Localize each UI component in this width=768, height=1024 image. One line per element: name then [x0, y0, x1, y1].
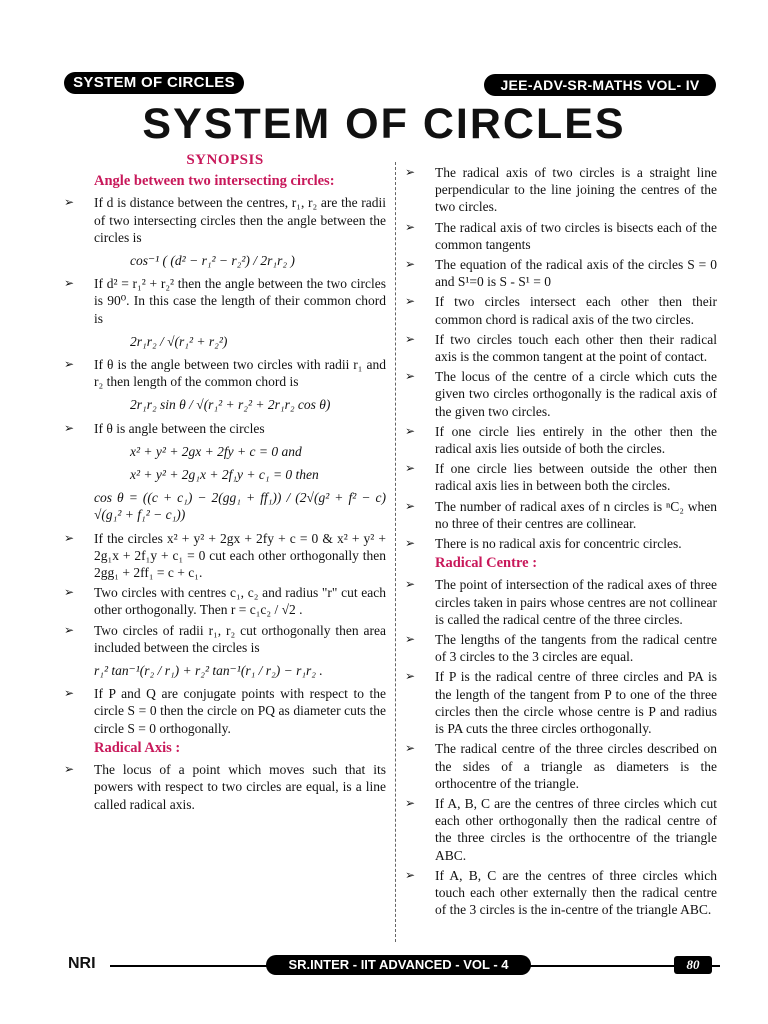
- arrow-bullet-icon: ➢: [64, 530, 75, 545]
- item-text: If P is the radical centre of three circles and PA is the length of the tangent from P to one of the three circles then the circle whose centre is P and radius is PA cuts the three circles orthogonally.: [435, 669, 717, 737]
- item-text: If one circle lies entirely in the other then the radical axis lies outside of both the circles.: [435, 423, 717, 457]
- arrow-bullet-icon: ➢: [405, 577, 416, 592]
- item-text: The radical axis of two circles is bisects each of the common tangents: [435, 219, 717, 252]
- arrow-bullet-icon: ➢: [64, 762, 75, 777]
- nri-logo: NRI: [62, 955, 102, 973]
- arrow-bullet-icon: ➢: [64, 585, 75, 600]
- list-item: [64, 622, 386, 680]
- arrow-bullet-icon: ➢: [405, 461, 416, 476]
- list-item: [64, 685, 386, 737]
- item-text: Two circles with centres c₁, c₂ and radius "r" cut each other orthogonally. Then r = c₁c₂ / √2 .: [94, 585, 386, 618]
- list-item: [64, 275, 386, 350]
- list-item: [405, 256, 717, 290]
- list-item: [405, 631, 717, 665]
- arrow-bullet-icon: ➢: [405, 423, 416, 438]
- list-item: [405, 423, 717, 457]
- list-item: [405, 498, 717, 532]
- arrow-bullet-icon: ➢: [64, 622, 75, 637]
- arrow-bullet-icon: ➢: [405, 219, 416, 234]
- item-text: The equation of the radical axis of the circles S = 0 and S¹=0 is S - S¹ = 0: [435, 257, 717, 290]
- item-text: If θ is angle between the circles: [94, 420, 265, 436]
- formula: x² + y² + 2gx + 2fy + c = 0 and: [130, 443, 302, 459]
- list-item: [64, 194, 386, 269]
- formula: 2r₁r₂ sin θ / √(r₁² + r₂² + 2r₁r₂ cos θ): [130, 397, 331, 413]
- arrow-bullet-icon: ➢: [405, 669, 416, 684]
- item-text: If d is distance between the centres, r₁, r₂ are the radii of two intersecting circles then the angle between the circles is: [94, 195, 386, 245]
- list-item: [405, 795, 717, 864]
- item-text: If d² = r₁² + r₂² then the angle between the two circles is 90⁰. In this case the length of their common chord is: [94, 276, 386, 326]
- list-item: [405, 368, 717, 420]
- arrow-bullet-icon: ➢: [405, 331, 416, 346]
- list-item: [405, 535, 717, 552]
- arrow-bullet-icon: ➢: [405, 632, 416, 647]
- arrow-bullet-icon: ➢: [405, 257, 416, 272]
- header-chapter-label: SYSTEM OF CIRCLES: [64, 72, 244, 94]
- left-column: [64, 152, 386, 816]
- arrow-bullet-icon: ➢: [405, 536, 416, 551]
- item-text: The radical axis of two circles is a straight line perpendicular to the line joining the centres of the two circles.: [435, 165, 717, 215]
- list-item: [64, 761, 386, 813]
- item-text: The locus of the centre of a circle which cuts the given two circles orthogonally is the radical axis of the given two circles.: [435, 369, 717, 419]
- item-text: If one circle lies between outside the other then radical axis lies in between both the circles.: [435, 461, 717, 494]
- list-item: [405, 219, 717, 253]
- item-text: If A, B, C are the centres of three circles which cut each other orthogonally then the radical centre of the three circles is the orthocentre of the triangle ABC.: [435, 795, 717, 863]
- arrow-bullet-icon: ➢: [405, 795, 416, 810]
- angle-heading: Angle between two intersecting circles:: [94, 173, 335, 190]
- item-text: If A, B, C are the centres of three circles which touch each other externally then the radical centre of the 3 circles is the in-centre of the triangle ABC.: [435, 867, 717, 918]
- item-text: If two circles touch each other then their radical axis is the common tangent at the point of contact.: [435, 331, 717, 365]
- formula: x² + y² + 2g₁x + 2f₁y + c₁ = 0 then: [130, 467, 319, 483]
- item-text: There is no radical axis for concentric circles.: [435, 536, 682, 552]
- arrow-bullet-icon: ➢: [64, 195, 75, 210]
- list-item: [405, 331, 717, 365]
- formula: 2r₁r₂ / √(r₁² + r₂²): [130, 333, 228, 349]
- page-number: 80: [674, 956, 712, 974]
- arrow-bullet-icon: ➢: [405, 867, 416, 882]
- item-text: If θ is the angle between two circles with radii r₁ and r₂ then length of the common chord is: [94, 357, 386, 390]
- header-volume-label: JEE-ADV-SR-MATHS VOL- IV: [484, 74, 716, 96]
- formula: cos θ = ((c + c₁) − 2(gg₁ + ff₁)) / (2√(g² + f² − c) √(g₁² + f₁² − c₁)): [94, 490, 386, 523]
- list-item: [405, 740, 717, 792]
- list-item: [405, 460, 717, 494]
- item-text: The number of radical axes of n circles is ⁿC₂ when no three of their centres are collinear.: [435, 498, 717, 531]
- formula: r₁² tan⁻¹(r₂ / r₁) + r₂² tan⁻¹(r₁ / r₂) − r₁r₂ .: [94, 663, 323, 679]
- page-title: SYSTEM OF CIRCLES: [142, 100, 626, 148]
- arrow-bullet-icon: ➢: [405, 294, 416, 309]
- arrow-bullet-icon: ➢: [64, 420, 75, 435]
- item-text: The point of intersection of the radical axes of three circles taken in pairs whose centres are not collinear is called the radical centre of the three circles.: [435, 577, 717, 627]
- right-column: [405, 164, 717, 921]
- list-item: [405, 668, 717, 737]
- arrow-bullet-icon: ➢: [64, 357, 75, 372]
- arrow-bullet-icon: ➢: [405, 369, 416, 384]
- synopsis-heading: SYNOPSIS: [186, 152, 264, 168]
- list-item: [405, 293, 717, 327]
- column-divider: [395, 162, 396, 942]
- radical-centre-heading: Radical Centre :: [435, 555, 538, 572]
- list-item: [64, 530, 386, 582]
- list-item: [64, 356, 386, 414]
- list-item: [405, 576, 717, 628]
- list-item: [64, 420, 386, 524]
- arrow-bullet-icon: ➢: [64, 276, 75, 291]
- list-item: [64, 584, 386, 618]
- arrow-bullet-icon: ➢: [405, 498, 416, 513]
- arrow-bullet-icon: ➢: [405, 741, 416, 756]
- arrow-bullet-icon: ➢: [405, 165, 416, 179]
- item-text: If two circles intersect each other then their common chord is radical axis of the two circles.: [435, 294, 717, 327]
- item-text: If the circles x² + y² + 2gx + 2fy + c = 0 & x² + y² + 2g₁x + 2f₁y + c₁ = 0 cut each other orthogonally then 2gg₁ + 2ff₁ = c + c₁.: [94, 530, 386, 581]
- list-item: [405, 164, 717, 216]
- item-text: The radical centre of the three circles described on the sides of a triangle as diameters is the orthocentre of the triangle.: [435, 741, 717, 791]
- arrow-bullet-icon: ➢: [64, 686, 75, 701]
- list-item: [405, 867, 717, 919]
- formula: cos⁻¹ ( (d² − r₁² − r₂²) / 2r₁r₂ ): [130, 253, 295, 269]
- item-text: The lengths of the tangents from the radical centre of 3 circles to the 3 circles are equal.: [435, 632, 717, 665]
- footer-volume-label: SR.INTER - IIT ADVANCED - VOL - 4: [266, 955, 531, 975]
- item-text: If P and Q are conjugate points with respect to the circle S = 0 then the circle on PQ as diameter cuts the circle S = 0 orthogonally.: [94, 686, 386, 736]
- item-text: Two circles of radii r₁, r₂ cut orthogonally then area included between the circles is: [94, 622, 386, 655]
- radical-axis-heading: Radical Axis :: [94, 739, 181, 756]
- item-text: The locus of a point which moves such that its powers with respect to two circles are equal, is a line called radical axis.: [94, 762, 386, 812]
